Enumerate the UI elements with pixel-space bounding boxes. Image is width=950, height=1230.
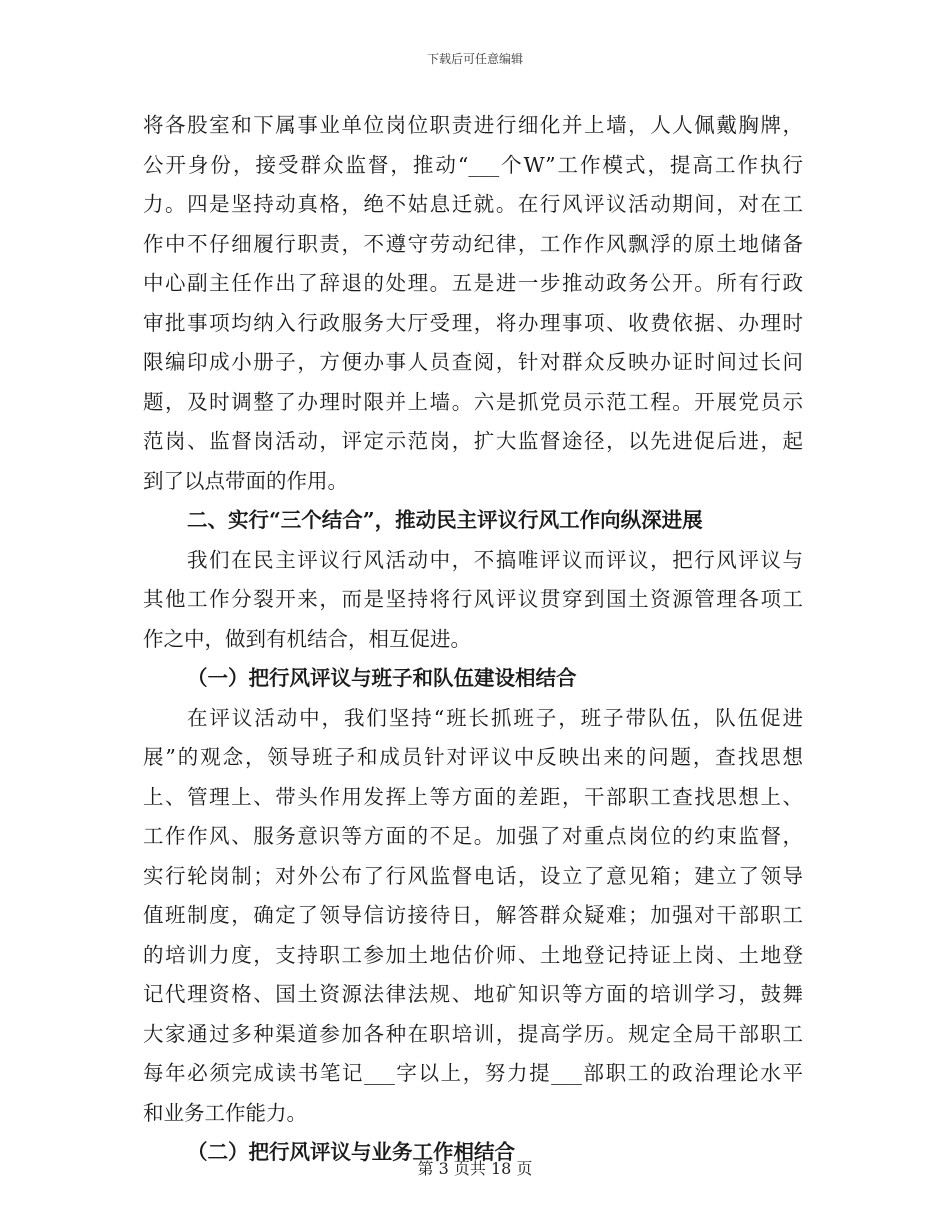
paragraph-line: 实行轮岗制；对外公布了行风监督电话，设立了意见箱；建立了领导 [143,863,803,888]
paragraph-line: 题，及时调整了办理时限并上墙。六是抓党员示范工程。开展党员示 [143,389,803,414]
paragraph-line: 作之中，做到有机结合，相互促进。 [143,626,471,651]
page-footer: 第 3 页共 18 页 [417,1159,533,1178]
subsection-heading: （二）把行风评议与业务工作相结合 [187,1140,515,1164]
paragraph-line: 作中不仔细履行职责，不遵守劳动纪律，工作作风飘浮的原土地储备 [143,231,803,256]
paragraph-line: 审批事项均纳入行政服务大厅受理，将办理事项、收费依据、办理时 [143,310,803,335]
paragraph-line: 每年必须完成读书笔记___字以上，努力提___部职工的政治理论水平 [143,1061,803,1085]
paragraph-line: 大家通过多种渠道参加各种在职培训，提高学历。规定全局干部职工 [143,1021,803,1046]
paragraph-line: 在评议活动中，我们坚持“班长抓班子，班子带队伍，队伍促进 [187,705,803,730]
paragraph-line: 记代理资格、国土资源法律法规、地矿知识等方面的培训学习，鼓舞 [143,982,803,1006]
paragraph-line: 我们在民主评议行风活动中，不搞唯评议而评议，把行风评议与 [187,547,803,572]
section-heading: 二、实行“三个结合”，推动民主评议行风工作向纵深进展 [187,508,703,532]
paragraph-line: 展”的观念，领导班子和成员针对评议中反映出来的问题，查找思想 [143,745,803,769]
page-header: 下载后可任意编辑 [426,52,523,66]
document-body [143,106,803,1173]
paragraph-line: 工作作风、服务意识等方面的不足。加强了对重点岗位的约束监督， [143,824,803,848]
subsection-heading: （一）把行风评议与班子和队伍建设相结合 [187,666,577,690]
paragraph-line: 和业务工作能力。 [143,1100,307,1125]
paragraph-line: 中心副主任作出了辞退的处理。五是进一步推动政务公开。所有行政 [143,271,803,295]
paragraph-line: 力。四是坚持动真格，绝不姑息迁就。在行风评议活动期间，对在工 [143,192,803,216]
paragraph-line: 的培训力度，支持职工参加土地估价师、土地登记持证上岗、土地登 [143,942,803,967]
paragraph-line: 限编印成小册子，方便办事人员查阅，针对群众反映办证时间过长问 [143,350,803,374]
paragraph-line: 范岗、监督岗活动，评定示范岗，扩大监督途径，以先进促后进，起 [143,429,803,453]
paragraph-line: 上、管理上、带头作用发挥上等方面的差距，干部职工查找思想上、 [143,784,803,809]
paragraph-line: 公开身份，接受群众监督，推动“___个W”工作模式，提高工作执行 [143,152,803,177]
paragraph-line: 将各股室和下属事业单位岗位职责进行细化并上墙，人人佩戴胸牌， [143,113,803,137]
paragraph-line: 其他工作分裂开来，而是坚持将行风评议贯穿到国土资源管理各项工 [143,587,803,611]
paragraph-line: 到了以点带面的作用。 [143,468,348,493]
paragraph-line: 值班制度，确定了领导信访接待日，解答群众疑难；加强对干部职工 [143,903,803,927]
